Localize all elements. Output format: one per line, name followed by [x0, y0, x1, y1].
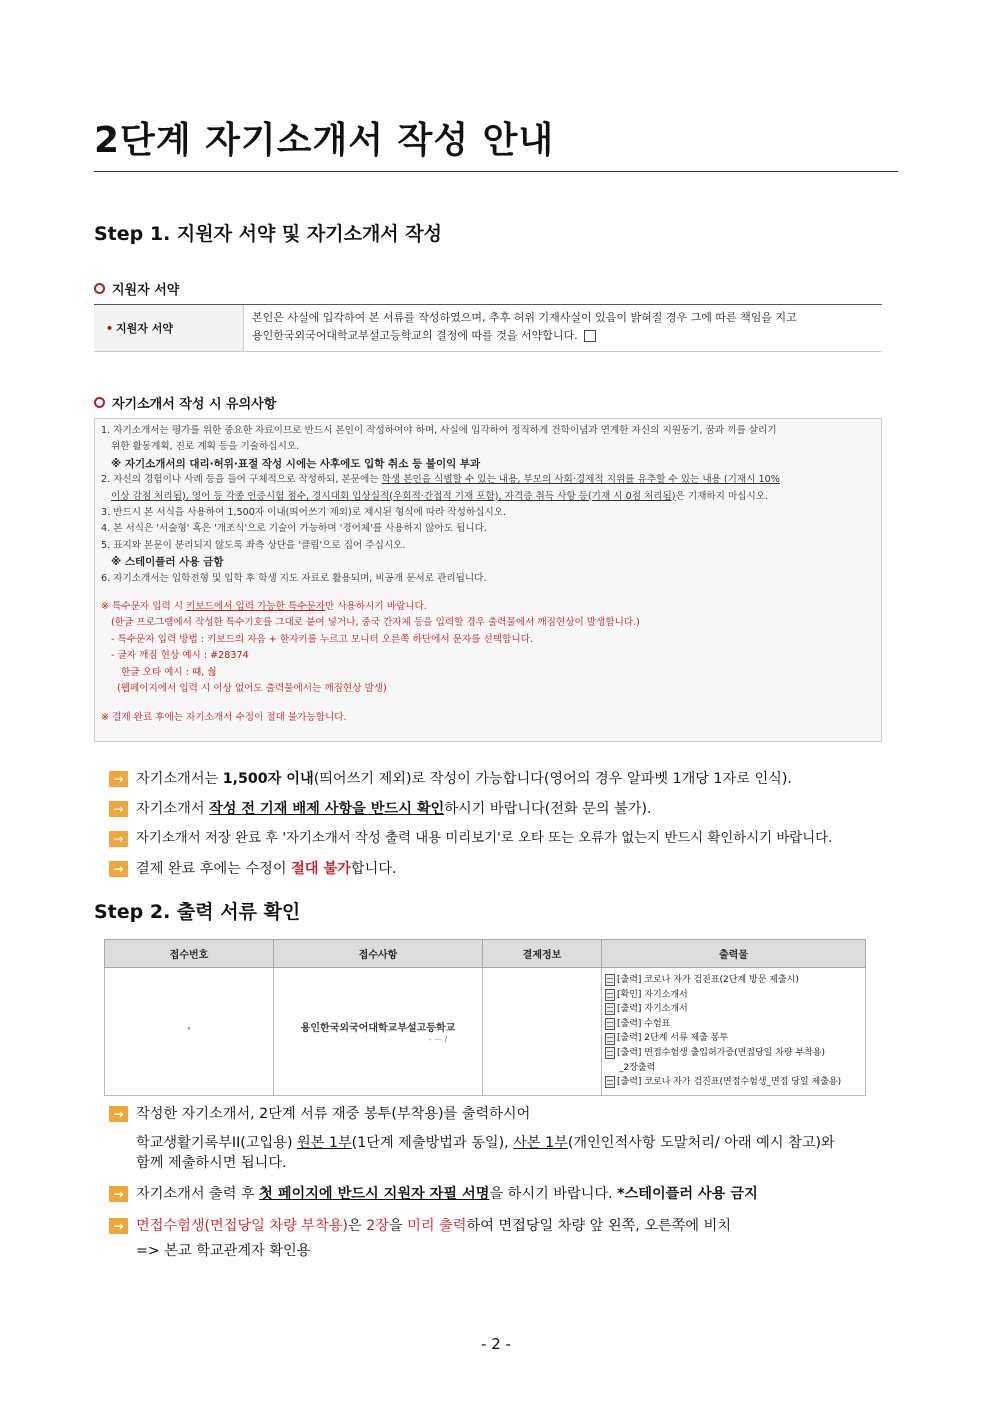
col-payment: 결제정보 [483, 940, 602, 968]
output-label: [출력] 면접수험생 출입허가증(면접당일 차량 부착용) [617, 1047, 826, 1058]
print-3-red1: 면접수험생(면접당일 차량 부착용) [136, 1218, 348, 1234]
print-1-text: 작성한 자기소개서, 2단계 서류 재중 봉투(부착용)를 출력하시어 [136, 1106, 531, 1122]
info-line-4 [109, 859, 397, 879]
note-2b-text: 은 기재하지 마십시오. [675, 490, 769, 502]
print-2-underline: 첫 페이지에 반드시 지원자 자필 서명 [259, 1186, 490, 1202]
info-1-end: (띄어쓰기 제외)로 작성이 가능합니다(영어의 경우 알파벳 1개당 1자로 인식). [313, 771, 792, 787]
print-1b-copy: 사본 1부 [513, 1135, 568, 1151]
pledge-checkbox[interactable] [584, 330, 596, 342]
red-note-1 [101, 599, 875, 615]
print-line-1 [109, 1104, 530, 1124]
pledge-table [94, 304, 882, 352]
output-link-5[interactable] [605, 1031, 862, 1046]
print-1b-text: 학교생활기록부II(고입용) [136, 1135, 298, 1151]
output-sub-label: _2장출력 [619, 1062, 656, 1073]
note-2b [101, 489, 875, 505]
arrow-right-icon: → [109, 831, 128, 847]
info-1-bold: 1,500자 이내 [222, 771, 314, 787]
red-note-6: (웹페이지에서 입력 시 이상 없어도 출력물에서는 깨짐현상 발생) [117, 683, 387, 695]
arrow-right-icon: → [109, 1186, 128, 1202]
note-1-warning: ※ 자기소개서의 대리·허위·표절 작성 시에는 사후에도 입학 취소 등 불이익 부과 [111, 457, 481, 470]
output-link-3[interactable] [605, 1002, 862, 1017]
document-icon [605, 989, 615, 1001]
col-receipt-info: 접수사항 [274, 940, 483, 968]
info-2-underline: 작성 전 기재 배제 사항을 반드시 확인 [209, 801, 445, 817]
red-note-4: - 글자 깨짐 현상 예시 : #28374 [111, 650, 249, 662]
red-note-7: ※ 결제 완료 후에는 자기소개서 수정이 절대 불가능합니다. [101, 711, 347, 723]
print-3-red3: 미리 출력 [407, 1218, 467, 1234]
step1-heading: Step 1. 지원자 서약 및 자기소개서 작성 [94, 223, 442, 245]
arrow-right-icon: → [109, 861, 128, 877]
pledge-text-line1: 본인은 사실에 입각하여 본 서류를 작성하였으며, 추후 허위 기재사실이 있음이 밝혀질 경우 그에 따른 책임을 지고 [252, 311, 797, 324]
info-1-text: 자기소개서는 [136, 771, 223, 787]
output-label: [출력] 수험표 [617, 1018, 671, 1029]
red-note-3: - 특수문자 입력 방법 : 키보드의 자음 + 한자키를 누르고 모니터 오른쪽 하단에서 문자를 선택합니다. [111, 633, 533, 645]
document-icon [605, 1076, 615, 1088]
pledge-label: 지원자 서약 [116, 322, 173, 335]
red-note-1-underline: 키보드에서 입력 가능한 특수문자 [186, 601, 326, 613]
arrow-right-icon: → [109, 801, 128, 817]
note-1b: 위한 활동계획, 진로 계획 등을 기술하십시오. [111, 441, 300, 453]
arrow-right-icon: → [109, 771, 128, 787]
output-link-8[interactable] [605, 1075, 862, 1090]
print-1b-original: 원본 1부 [297, 1135, 352, 1151]
info-4-end: 합니다. [350, 861, 397, 877]
table-row [105, 968, 866, 1096]
print-2-mid: 을 하시기 바랍니다. [489, 1186, 618, 1202]
output-label: [출력] 자기소개서 [617, 1004, 688, 1015]
receipt-no-cell: ' [105, 968, 274, 1096]
output-table [104, 939, 866, 1096]
output-label: [출력] 코로나 자가 검진표(2단계 방문 제출시) [617, 975, 799, 985]
print-3-red2: 2장 [366, 1218, 389, 1234]
pledge-section-heading [94, 279, 179, 298]
notes-section-heading [94, 393, 276, 412]
output-label: [출력] 코로나 자가 검진표(면접수험생_면접 당일 제출용) [617, 1077, 842, 1088]
print-line-3b: => 본교 학교관계자 확인용 [136, 1243, 311, 1259]
info-line-1 [109, 769, 792, 789]
note-2a-text: 2. 자신의 경험이나 사례 등을 들어 구체적으로 작성하되, 본문에는 [101, 474, 382, 486]
pledge-label-cell [94, 305, 244, 351]
school-sub: - ᅳ / [428, 1034, 448, 1044]
payment-cell [483, 968, 602, 1096]
page-number: - 2 - [481, 1335, 511, 1353]
circle-bullet-icon [94, 283, 105, 294]
print-line-2 [109, 1184, 758, 1204]
school-cell [274, 968, 483, 1096]
print-1b-mid: (1단계 제출방법과 동일), [351, 1135, 514, 1151]
pledge-section-label: 지원자 서약 [112, 283, 180, 298]
pledge-text-line2: 용인한국외국어대학교부설고등학교의 결정에 따를 것을 서약합니다. [252, 329, 578, 342]
notes-section-label: 자기소개서 작성 시 유의사항 [112, 397, 277, 412]
note-3: 3. 반드시 본 서식을 사용하여 1,500자 이내(띄어쓰기 제외)로 제시된 형식에 따라 작성하십시오. [101, 507, 507, 519]
output-link-6[interactable] [605, 1046, 862, 1061]
document-icon [605, 974, 615, 986]
print-3-b: 을 [388, 1218, 408, 1234]
school-name: 용인한국외국어대학교부설고등학교 [300, 1022, 456, 1034]
note-6: 6. 자기소개서는 입학전형 및 입학 후 학생 지도 자료로 활용되며, 비공개 문서로 관리됩니다. [101, 572, 487, 584]
info-4-text: 결제 완료 후에는 수정이 [136, 861, 292, 877]
note-2a [101, 472, 875, 488]
print-3-c: 하여 면접당일 차량 앞 왼쪽, 오른쪽에 비치 [466, 1218, 732, 1234]
print-2-text: 자기소개서 출력 후 [136, 1186, 260, 1202]
note-2a-underline: 학생 본인을 식별할 수 있는 내용, 부모의 사회·경제적 지위를 유추할 수 있는 내용 (기재시 10% [381, 474, 780, 486]
print-1b-end: (개인인적사항 도말처리/ 아래 예시 참고)와 [567, 1135, 835, 1151]
note-5: 5. 표지와 본문이 분리되지 않도록 좌측 상단을 '클립'으로 집어 주십시오. [101, 539, 406, 551]
info-line-3 [109, 829, 832, 849]
note-1a: 1. 자기소개서는 평가를 위한 중요한 자료이므로 반드시 본인이 작성하여야 하며, 사실에 입각하여 정직하게 건학이념과 연계한 자신의 지원동기, 꿈과 끼를 살리기 [101, 425, 777, 436]
print-line-1b [136, 1133, 835, 1153]
output-link-4[interactable] [605, 1017, 862, 1032]
pledge-text-cell [244, 305, 882, 351]
note-4: 4. 본 서식은 '서술형' 혹은 '개조식'으로 기술이 가능하며 '경어체'를 사용하지 않아도 됩니다. [101, 523, 487, 535]
title-divider [94, 171, 898, 172]
col-outputs: 출력물 [602, 940, 866, 968]
output-link-2[interactable] [605, 988, 862, 1003]
document-icon [605, 1033, 615, 1045]
info-2-text: 자기소개서 [136, 801, 210, 817]
info-4-red: 절대 불가 [291, 861, 351, 877]
print-2-bold: *스테이플러 사용 금지 [617, 1186, 758, 1202]
info-2-end: 하시기 바랍니다(전화 문의 불가). [444, 801, 652, 817]
output-label: [확인] 자기소개서 [617, 989, 688, 1000]
output-label: [출력] 2단계 서류 제출 봉투 [617, 1033, 729, 1044]
red-note-1-end: 만 사용하시기 바랍니다. [325, 601, 427, 613]
document-icon [605, 1003, 615, 1015]
red-note-2: (한글 프로그램에서 작성한 특수기호를 그대로 붙여 넣거나, 중국 간자체 등을 입력할 경우 출력물에서 깨짐현상이 발생합니다.) [111, 617, 640, 629]
print-line-3 [109, 1216, 731, 1236]
print-line-1c: 함께 제출하시면 됩니다. [136, 1155, 287, 1171]
notes-box [94, 418, 882, 742]
required-star-icon: • [106, 321, 114, 335]
outputs-cell [602, 968, 866, 1096]
page-title: 2단계 자기소개서 작성 안내 [94, 120, 555, 161]
document-icon [605, 1018, 615, 1030]
arrow-right-icon: → [109, 1218, 128, 1234]
red-note-5: 한글 오타 예시 : 떄, 숺 [121, 666, 217, 678]
info-3-text: 자기소개서 저장 완료 후 '자기소개서 작성 출력 내용 미리보기'로 오타 또는 오류가 없는지 반드시 확인하시기 바랍니다. [136, 831, 833, 846]
print-3-a: 은 [347, 1218, 367, 1234]
arrow-right-icon: → [109, 1106, 128, 1122]
output-link-1[interactable] [605, 973, 862, 988]
note-2b-underline: 이상 감점 처리됨), 영어 등 각종 인증시험 점수, 경시대회 입상실적(우회적·간접적 기재 포함), 자격증 취득 사항 등(기재 시 0점 처리됨) [111, 490, 676, 502]
info-line-2 [109, 799, 652, 819]
red-note-1-text: ※ 특수문자 입력 시 [101, 601, 187, 613]
step2-heading: Step 2. 출력 서류 확인 [94, 901, 301, 923]
col-receipt-no: 접수번호 [105, 940, 274, 968]
note-5-warning: ※ 스테이플러 사용 금함 [111, 556, 224, 569]
circle-bullet-icon [94, 397, 105, 408]
document-icon [605, 1047, 615, 1059]
